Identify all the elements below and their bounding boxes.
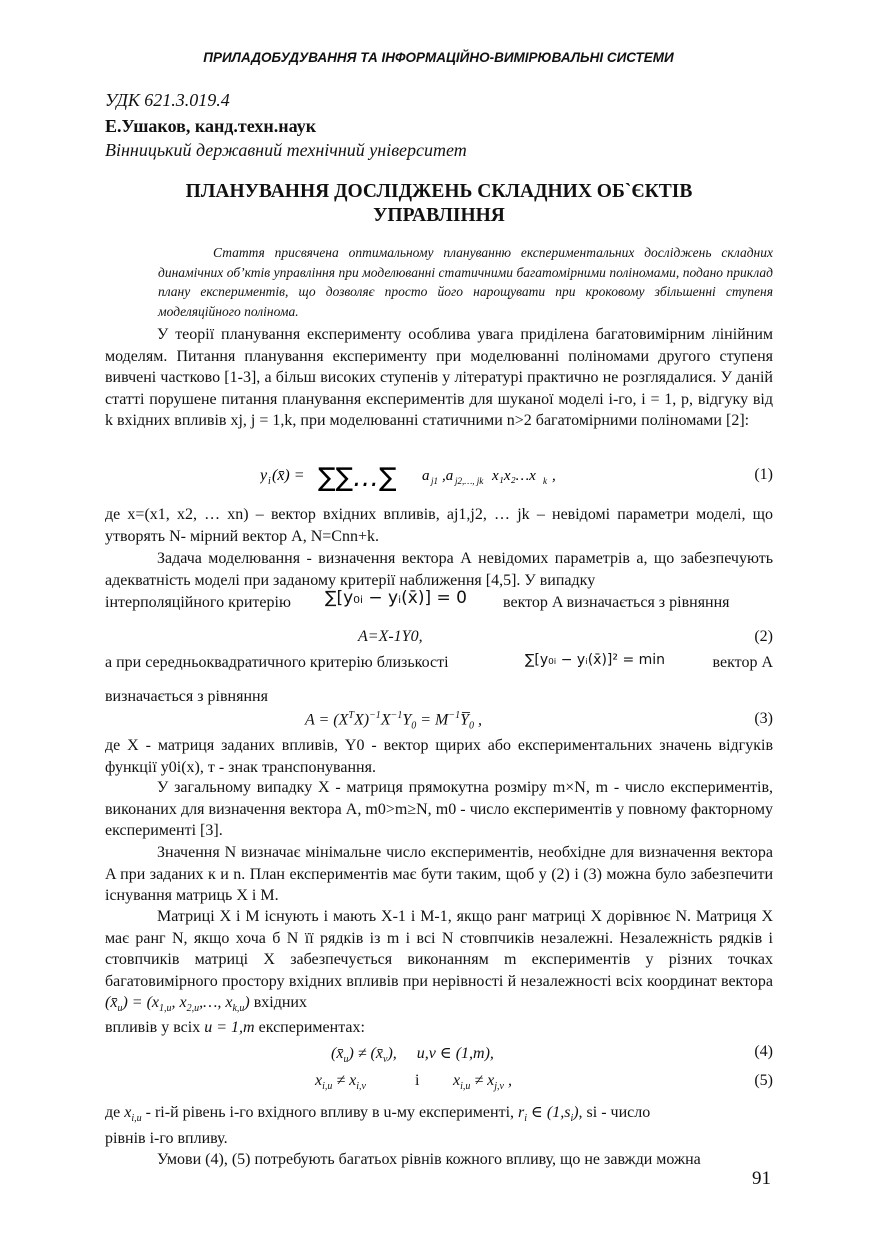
paragraph-8b	[105, 1017, 773, 1039]
paragraph-3: Задача моделювання - визначення вектора А невідомих параметрів a, що забезпечують адекватність моделі при заданому критерії наближення [4,5]. У випадку	[105, 550, 773, 589]
criterion-2-label: а при середньоквадратичного критерію близькості	[105, 654, 449, 671]
svg-text:a: a	[422, 468, 430, 484]
paragraph-8-text: Матриці X і M існують і мають X-1 і M-1, якщо ранг матриці X дорівнює N. Матриця X має ранг N, якщо хоча б N її рядків із m і всі N стовпчиків незалежні. Незалежність рядків і стовпчиків матриці X забезпечується виконанням m експериментів у різних точках багатовимірного простору вхідних впливів при нерівності й незалежності всіх координат вектора	[105, 908, 773, 990]
svg-text:∑∑…∑: ∑∑…∑	[318, 463, 397, 493]
equation-5-number: (5)	[754, 1072, 773, 1089]
paragraph-1: У теорії планування експерименту особлива увага приділена багатовимірним лінійним моделям. Питання планування експерименту при моделюванні поліномами другого ступеня вивчені частково [1-3], а більш високих ступенів у літературі практично не розглядалися. У даній статті порушене питання планування експериментів для шуканої моделі i-го, i = 1, p, відгуку від k вхідних впливів xj, j = 1,k, при моделюванні статичними n>2 багатомірними поліномами [2]:	[105, 326, 773, 429]
svg-text:,: ,	[552, 468, 556, 484]
journal-header: ПРИЛАДОБУДУВАННЯ ТА ІНФОРМАЦІЙНО-ВИМІРЮВАЛЬНІ СИСТЕМИ	[203, 50, 674, 65]
svg-text:y: y	[260, 467, 268, 484]
equation-4-formula: $(x̄_u)$ ≠ $(x̄_v)$, u,v ∈ (1,m),	[331, 1045, 494, 1066]
vector-x-formula: $(x̄_u) = (x_{1,u}$, $x_{2,u},\dots$, $x_{k,u}$)	[105, 994, 254, 1015]
svg-text:(x̄) =: (x̄) =	[272, 467, 305, 484]
equation-5-and: і	[415, 1072, 420, 1089]
formula-interp: ∑[y₀ᵢ − yᵢ(x̄)] = 0	[325, 588, 467, 608]
criterion-2-result: вектор A	[712, 654, 773, 671]
paragraph-5: де X - матриця заданих впливів, Y0 - вектор щирих або експериментальних значень відгуків функції y0i(x), т - знак транспонування.	[105, 737, 773, 776]
formula-lsq: ∑[y₀ᵢ − yᵢ(x̄)]² = min	[525, 652, 666, 668]
paragraph-6: У загальному випадку X - матриця прямокутна розміру m×N, m - число експериментів, виконаних для визначення вектора A, m0>m≥N, m0 - число експериментів у повному факторному експерименті [3].	[105, 779, 773, 839]
svg-text:i: i	[268, 476, 271, 487]
formula-1-svg	[260, 458, 600, 500]
paragraph-9b: рівнів i-го впливу.	[105, 1130, 228, 1147]
equation-1-number: (1)	[754, 466, 773, 483]
criterion-label: інтерполяційного критерію	[105, 594, 291, 611]
equation-5-right: $x_{i,u} \ne x_{j,v}$ ,	[453, 1072, 512, 1093]
paragraph-3b	[105, 588, 773, 622]
paragraph-10: Умови (4), (5) потребують багатьох рівнів кожного впливу, що не завжди можна	[157, 1151, 701, 1168]
paragraph-8	[105, 906, 773, 1020]
institution: Вінницький державний технічний університет	[105, 140, 467, 160]
paragraph-9-end: si - число	[586, 1104, 651, 1121]
paragraph-4b: визначається з рівняння	[105, 688, 268, 705]
paragraph-8b-text: впливів у всіх	[105, 1019, 201, 1036]
equation-1	[105, 458, 773, 500]
abstract: Стаття присвячена оптимальному плануванню експериментальних досліджень складних динамічних об’ктів управління при моделюванні статичними багатомірними поліномами, подано приклад плану експериментів, що дозволяє просто його нарощувати при кроковому збільшенні ступеня моделяційного полінома.	[158, 245, 773, 319]
paragraph-4	[105, 652, 773, 676]
author: Е.Ушаков, канд.техн.наук	[105, 116, 317, 136]
title-line-2: УПРАВЛІННЯ	[373, 205, 505, 226]
paragraph-9-start: де	[105, 1104, 121, 1121]
equation-2-number: (2)	[754, 628, 773, 645]
paragraph-7: Значення N визначає мінімальне число експериментів, необхідне для визначення вектора A при заданих к и n. План експериментів має бути таким, щоб у (2) і (3) можна було забезпечити існування матриць X і M.	[105, 844, 773, 904]
paragraph-9	[105, 1102, 773, 1130]
ri-range-formula: $r_i$ ∈ $(1,s_i)$,	[518, 1104, 587, 1125]
equation-4-number: (4)	[754, 1043, 773, 1060]
equation-1-formula	[260, 458, 600, 505]
paragraph-2: де x=(x1, x2, … xn) – вектор вхідних впливів, aj1,j2, … jk – невідомі параметри моделі, що утворять N- мірний вектор A, N=Cnn+k.	[105, 506, 773, 545]
svg-text:,a: ,a	[442, 468, 454, 484]
paragraph-8b-end: експериментах:	[258, 1019, 365, 1036]
range-formula: u = 1,m	[204, 1019, 259, 1036]
page-number: 91	[752, 1168, 771, 1189]
svg-text:j2,…, jk: j2,…, jk	[455, 476, 484, 486]
equation-3-formula: $A = (X^TX)^{-1}X^{-1}Y_0$ = $M^{-1}Y̅_0$ ,	[305, 710, 483, 732]
equation-3-number: (3)	[754, 710, 773, 727]
criterion-result: вектор A визначається з рівняння	[503, 594, 730, 611]
level-formula: $x_{i,u}$	[124, 1104, 142, 1125]
udk-code: УДК 621.3.019.4	[105, 90, 230, 110]
svg-text:k: k	[543, 476, 547, 486]
paragraph-9-mid: - ri-й рівень і-го вхідного впливу в u-му експерименті,	[145, 1104, 515, 1121]
equation-5-left: $x_{i,u} \ne x_{i,v}$	[315, 1072, 366, 1093]
svg-text:x₁x₂…x: x₁x₂…x	[492, 468, 536, 484]
paragraph-8-end: вхідних	[253, 994, 307, 1011]
svg-text:j1: j1	[431, 476, 439, 486]
title-line-1: ПЛАНУВАННЯ ДОСЛІДЖЕНЬ СКЛАДНИХ ОБ`ЄКТІВ	[185, 181, 693, 202]
equation-2-formula: A=X-1Y0,	[358, 628, 423, 645]
article-title	[105, 180, 773, 228]
